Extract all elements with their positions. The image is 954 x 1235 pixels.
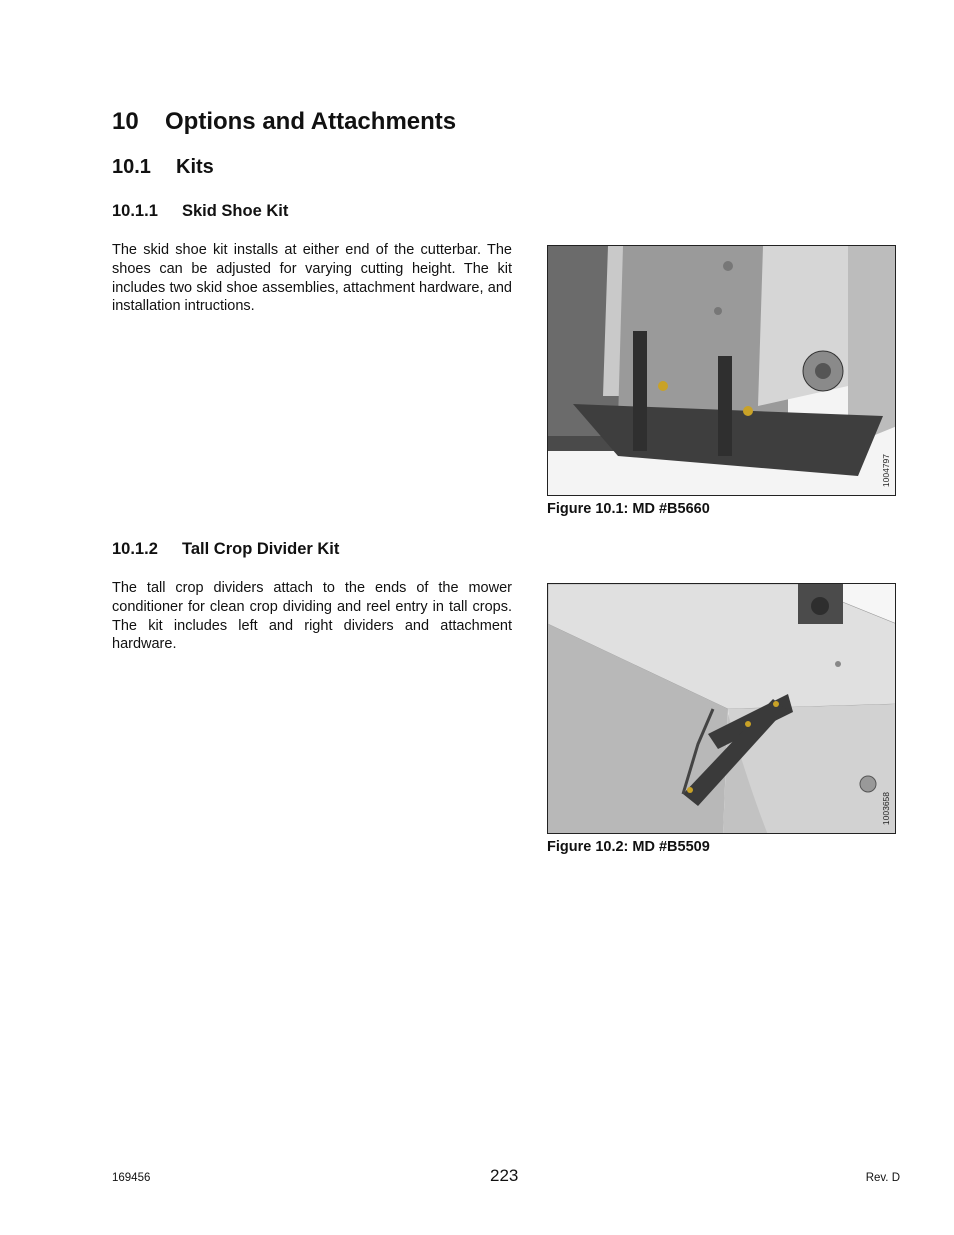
subsection-title: Tall Crop Divider Kit	[182, 540, 340, 558]
figure-id: 1004797	[881, 453, 891, 487]
section-number: 10.1	[112, 156, 151, 178]
figure-caption: Figure 10.2: MD #B5509	[547, 839, 710, 855]
subsection-title: Skid Shoe Kit	[182, 202, 289, 220]
chapter-title: Options and Attachments	[165, 108, 457, 135]
subsection-heading-skid-shoe	[112, 202, 288, 221]
revision-label: Rev. D	[865, 1172, 900, 1184]
section-heading	[112, 156, 214, 179]
tall-crop-divider-description: The tall crop dividers attach to the ends of the mower conditioner for clean crop dividing and reel entry in tall crops. The kit includes left and right dividers and attachment hardware.	[112, 580, 512, 653]
skid-shoe-figure	[547, 245, 896, 496]
subsection-number: 10.1.1	[112, 202, 158, 220]
subsection-number: 10.1.2	[112, 540, 158, 558]
chapter-number: 10	[112, 108, 139, 135]
document-number: 169456	[112, 1172, 151, 1184]
figure-id: 1003658	[881, 791, 891, 825]
subsection-heading-tall-crop-divider	[112, 540, 339, 559]
figure-caption: Figure 10.1: MD #B5660	[547, 501, 710, 517]
page-number: 223	[490, 1166, 519, 1185]
skid-shoe-illustration	[548, 246, 896, 496]
tall-crop-divider-illustration	[548, 584, 896, 834]
chapter-heading	[112, 108, 456, 136]
skid-shoe-description: The skid shoe kit installs at either end of the cutterbar. The shoes can be adjusted for varying cutting height. The kit includes two skid shoe assemblies, attachment hardware, and installation intructions.	[112, 242, 512, 315]
tall-crop-divider-figure	[547, 583, 896, 834]
section-title: Kits	[176, 156, 214, 178]
